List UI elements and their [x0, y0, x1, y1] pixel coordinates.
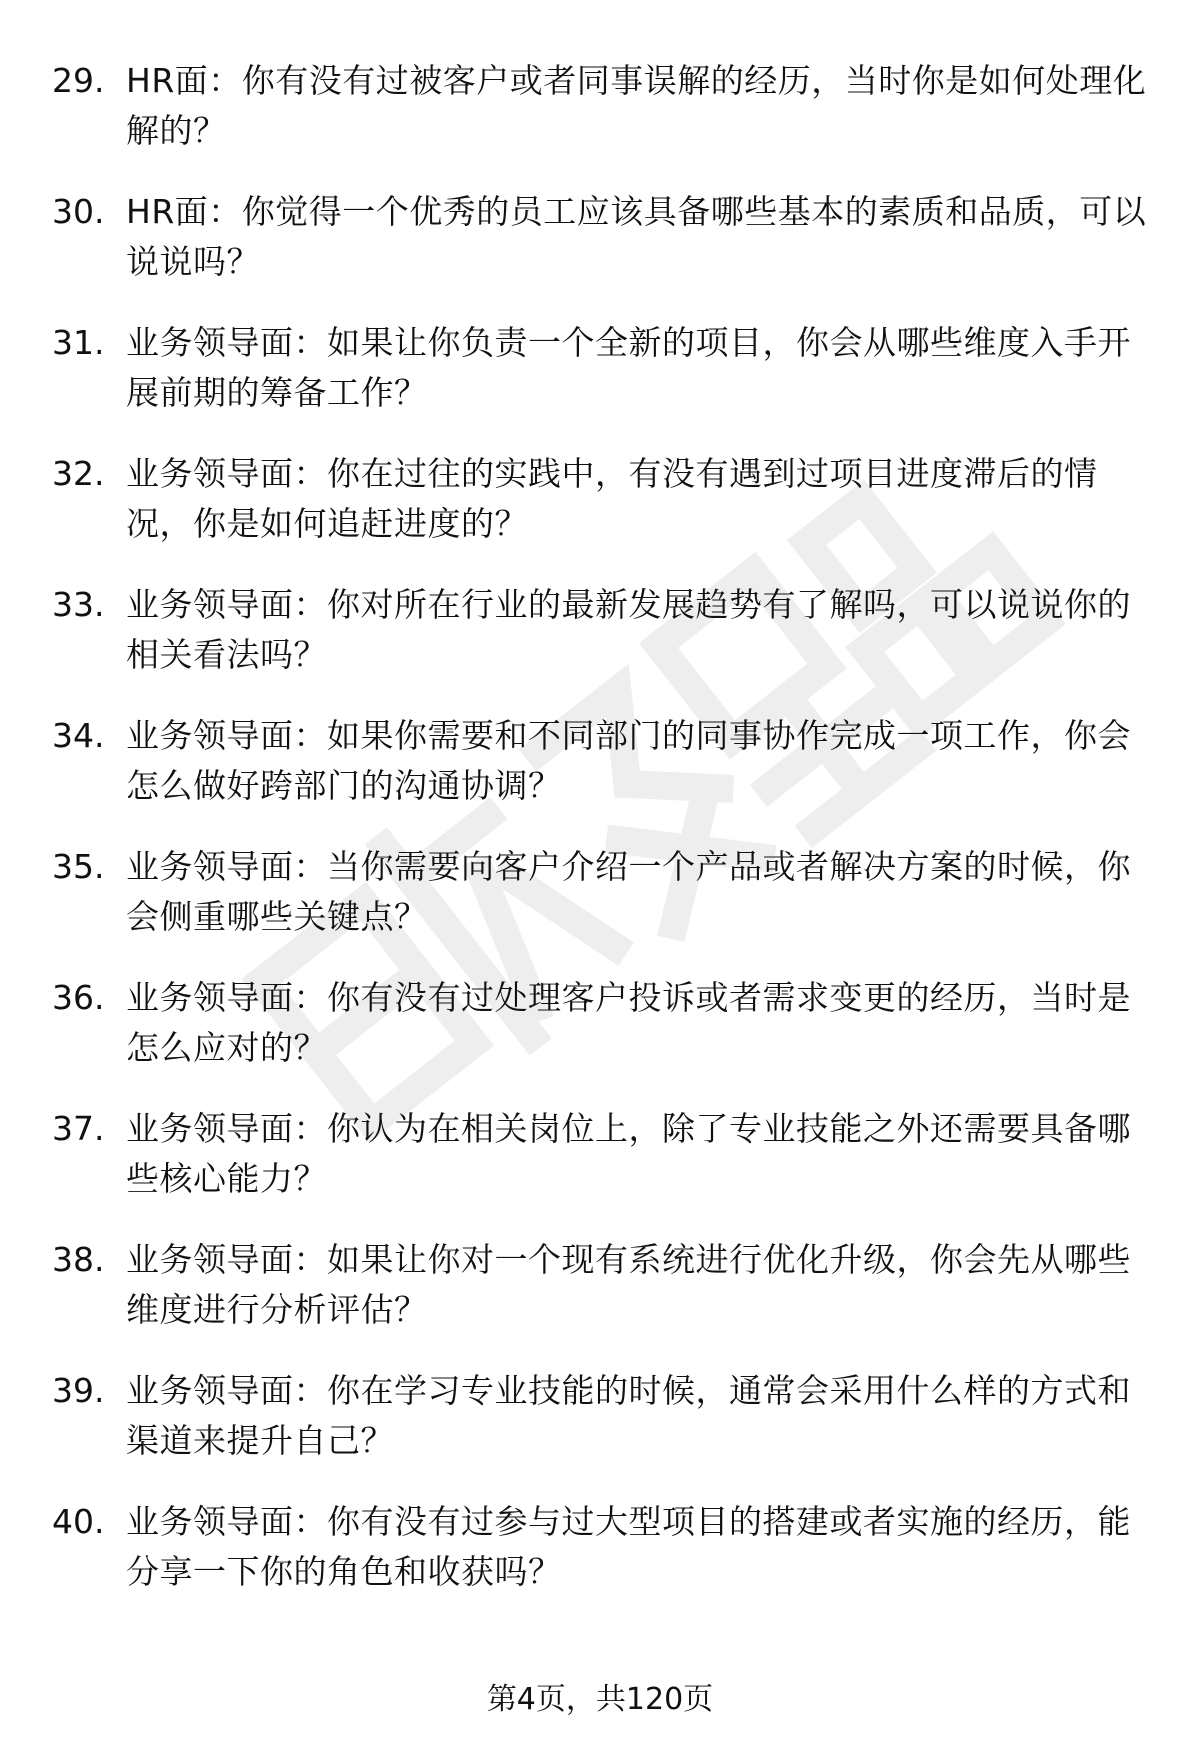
question-item — [52, 580, 1162, 711]
question-text: HR面：你觉得一个优秀的员工应该具备哪些基本的素质和品质，可以说说吗？ — [126, 192, 1147, 281]
question-number: 34. — [52, 716, 105, 755]
question-number: 39. — [52, 1371, 105, 1410]
question-item — [52, 1497, 1162, 1628]
question-item — [52, 842, 1162, 973]
question-text: 业务领导面：你对所在行业的最新发展趋势有了解吗，可以说说你的相关看法吗？ — [126, 585, 1131, 674]
question-number: 33. — [52, 585, 105, 624]
question-text: 业务领导面：如果让你对一个现有系统进行优化升级，你会先从哪些维度进行分析评估？ — [126, 1240, 1131, 1329]
question-list — [52, 56, 1162, 1628]
question-text: HR面：你有没有过被客户或者同事误解的经历，当时你是如何处理化解的？ — [126, 61, 1147, 150]
question-number: 35. — [52, 847, 105, 886]
question-text: 业务领导面：你在学习专业技能的时候，通常会采用什么样的方式和渠道来提升自己？ — [126, 1371, 1131, 1460]
question-item — [52, 711, 1162, 842]
question-number: 31. — [52, 323, 105, 362]
question-item — [52, 449, 1162, 580]
page-footer: 第4页，共120页 — [486, 1682, 714, 1717]
question-item — [52, 1235, 1162, 1366]
question-item — [52, 1104, 1162, 1235]
question-text: 业务领导面：当你需要向客户介绍一个产品或者解决方案的时候，你会侧重哪些关键点？ — [126, 847, 1131, 936]
question-number: 30. — [52, 192, 105, 231]
question-number: 37. — [52, 1109, 105, 1148]
question-text: 业务领导面：你有没有过参与过大型项目的搭建或者实施的经历，能分享一下你的角色和收获吗？ — [126, 1502, 1131, 1591]
question-number: 36. — [52, 978, 105, 1017]
question-text: 业务领导面：如果让你负责一个全新的项目，你会从哪些维度入手开展前期的筹备工作？ — [126, 323, 1131, 412]
question-item — [52, 973, 1162, 1104]
question-text: 业务领导面：如果你需要和不同部门的同事协作完成一项工作，你会怎么做好跨部门的沟通协调？ — [126, 716, 1131, 805]
question-text: 业务领导面：你在过往的实践中，有没有遇到过项目进度滞后的情况，你是如何追赶进度的？ — [126, 454, 1098, 543]
question-item — [52, 56, 1162, 187]
question-text: 业务领导面：你认为在相关岗位上，除了专业技能之外还需要具备哪些核心能力？ — [126, 1109, 1131, 1198]
question-item — [52, 1366, 1162, 1497]
question-item — [52, 318, 1162, 449]
question-text: 业务领导面：你有没有过处理客户投诉或者需求变更的经历，当时是怎么应对的？ — [126, 978, 1131, 1067]
question-item — [52, 187, 1162, 318]
question-number: 32. — [52, 454, 105, 493]
question-number: 38. — [52, 1240, 105, 1279]
question-number: 29. — [52, 61, 105, 100]
question-number: 40. — [52, 1502, 105, 1541]
